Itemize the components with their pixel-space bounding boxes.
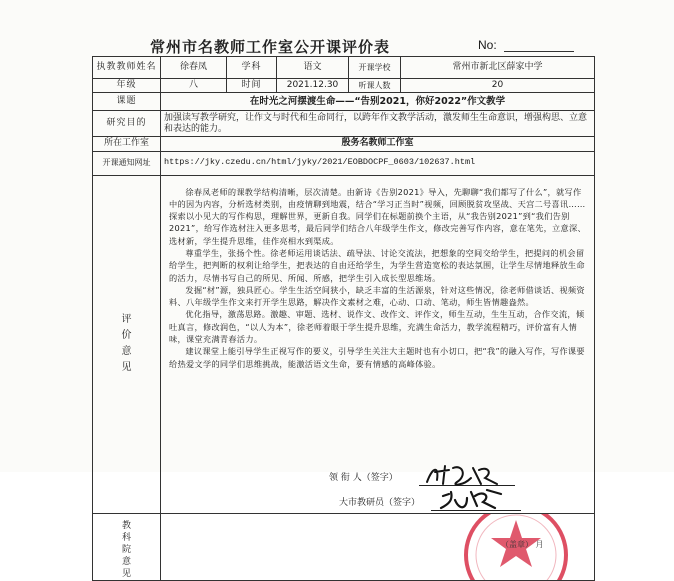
evaluation-label-text: 评价意见 bbox=[121, 314, 132, 373]
school-opinion-label-text: 教科院意见 bbox=[121, 520, 131, 580]
school-opinion-cell bbox=[161, 513, 595, 581]
audience-value: 20 bbox=[401, 79, 595, 93]
serial-number-line bbox=[504, 51, 574, 52]
notice-url: https://jky.czedu.cn/html/jyky/2021/EOBDOCPF_0603/102637.html bbox=[161, 151, 595, 175]
school-value: 常州市新北区薛家中学 bbox=[401, 57, 595, 79]
teacher-name-label: 执教教师姓名 bbox=[93, 57, 161, 79]
leader-signature bbox=[423, 462, 507, 488]
time-label: 时间 bbox=[227, 79, 277, 93]
seal-date: （盖章） 月 bbox=[501, 539, 544, 549]
audience-label: 听课人数 bbox=[349, 79, 401, 93]
school-label: 开课学校 bbox=[349, 57, 401, 79]
teacher-name-value: 徐春凤 bbox=[161, 57, 227, 79]
subject-label: 学科 bbox=[227, 57, 277, 79]
topic-label: 课题 bbox=[93, 93, 161, 111]
evaluation-comment bbox=[169, 186, 586, 370]
comment-paragraph: 建议课堂上能引导学生正视写作的要义，引导学生关注大主题时也有小切口，把“我”的融入写作，写作课要给热爱文学的同学们思维挑战，能激活语文生命，要有情感的高峰体验。 bbox=[169, 346, 585, 369]
comment-paragraph: 尊重学生，张扬个性。徐老师运用谈话法、疏导法、讨论交流法，把想象的空间交给学生，把提问的机会留给学生，把判断的权利让给学生，把表达的自由还给学生，为学生营造宽松的表达氛围，让学生尽情地释放生命的活力，尽情书写自己的所见、所闻、所感，把学生引入成长型思维场。 bbox=[169, 247, 585, 283]
evaluation-table bbox=[92, 56, 595, 581]
leader-signature-label: 领 衔 人（签字） bbox=[329, 472, 398, 483]
serial-number-label: No: bbox=[478, 38, 497, 52]
comment-paragraph: 徐春凤老师的课教学结构清晰，层次清楚。由新诗《告别2021》导入，先聊聊“我们都写了什么”，就写作中的因为内容，分析选材类别，由疫情聊到地震，结合“学习正当时”视频，回顾脱贫攻坚战、天宫二号喜讯……探索以小见大的写作构思，理解世界，更新自我。同学们在标题前换个主语，从“我告别2021”到“我们告别2021”，给写作选材注入更多思考，最后同学们结合八年级学生作文，修改完善写作内容，意在笔先，立意深、选材新，学生提升思维，佳作亮相水到渠成。 bbox=[169, 186, 587, 246]
url-label: 开课通知网址 bbox=[93, 151, 161, 175]
grade-label: 年级 bbox=[93, 79, 161, 93]
grade-value: 八 bbox=[161, 79, 227, 93]
studio-value: 殷务名教师工作室 bbox=[161, 137, 595, 151]
researcher-signature bbox=[437, 486, 507, 512]
subject-value: 语文 bbox=[277, 57, 349, 79]
studio-label: 所在工作室 bbox=[93, 137, 161, 151]
goal-value: 加强读写教学研究，让作文与时代和生命同行，以跨年作文教学活动，激发师生生命意识，增强构思、立意和表达的能力。 bbox=[161, 111, 595, 137]
comment-paragraph: 发掘“材”源，独具匠心。学生生活空间狭小，缺乏丰富的生活源泉，针对这些情况，徐老师借谈话、视频资料、八年级学生作文来打开学生思路，解决作文素材之难，心动、口动、笔动，师生皆情趣盎然。 bbox=[169, 284, 585, 308]
topic-value: 在时光之河摆渡生命——“告别2021，你好2022”作文教学 bbox=[161, 93, 595, 111]
comment-paragraph: 优化指导，激荡思路。激趣、审题、选材、说作文、改作文、评作文，师生互动，生生互动，合作交流，倾吐真言，修改润色，“以人为本”，徐老师着眼于学生提升思维，充满生命活力，教学流程精巧，评价富有人情味，课堂充满青春活力。 bbox=[169, 309, 585, 345]
evaluation-comment-cell bbox=[161, 175, 595, 513]
form-title: 常州市名教师工作室公开课评价表 bbox=[150, 38, 391, 56]
time-value: 2021.12.30 bbox=[277, 79, 349, 93]
evaluation-label bbox=[93, 175, 161, 513]
school-opinion-label bbox=[93, 513, 161, 581]
researcher-signature-label: 大市教研员（签字） bbox=[339, 497, 421, 508]
goal-label: 研究目的 bbox=[93, 111, 161, 137]
